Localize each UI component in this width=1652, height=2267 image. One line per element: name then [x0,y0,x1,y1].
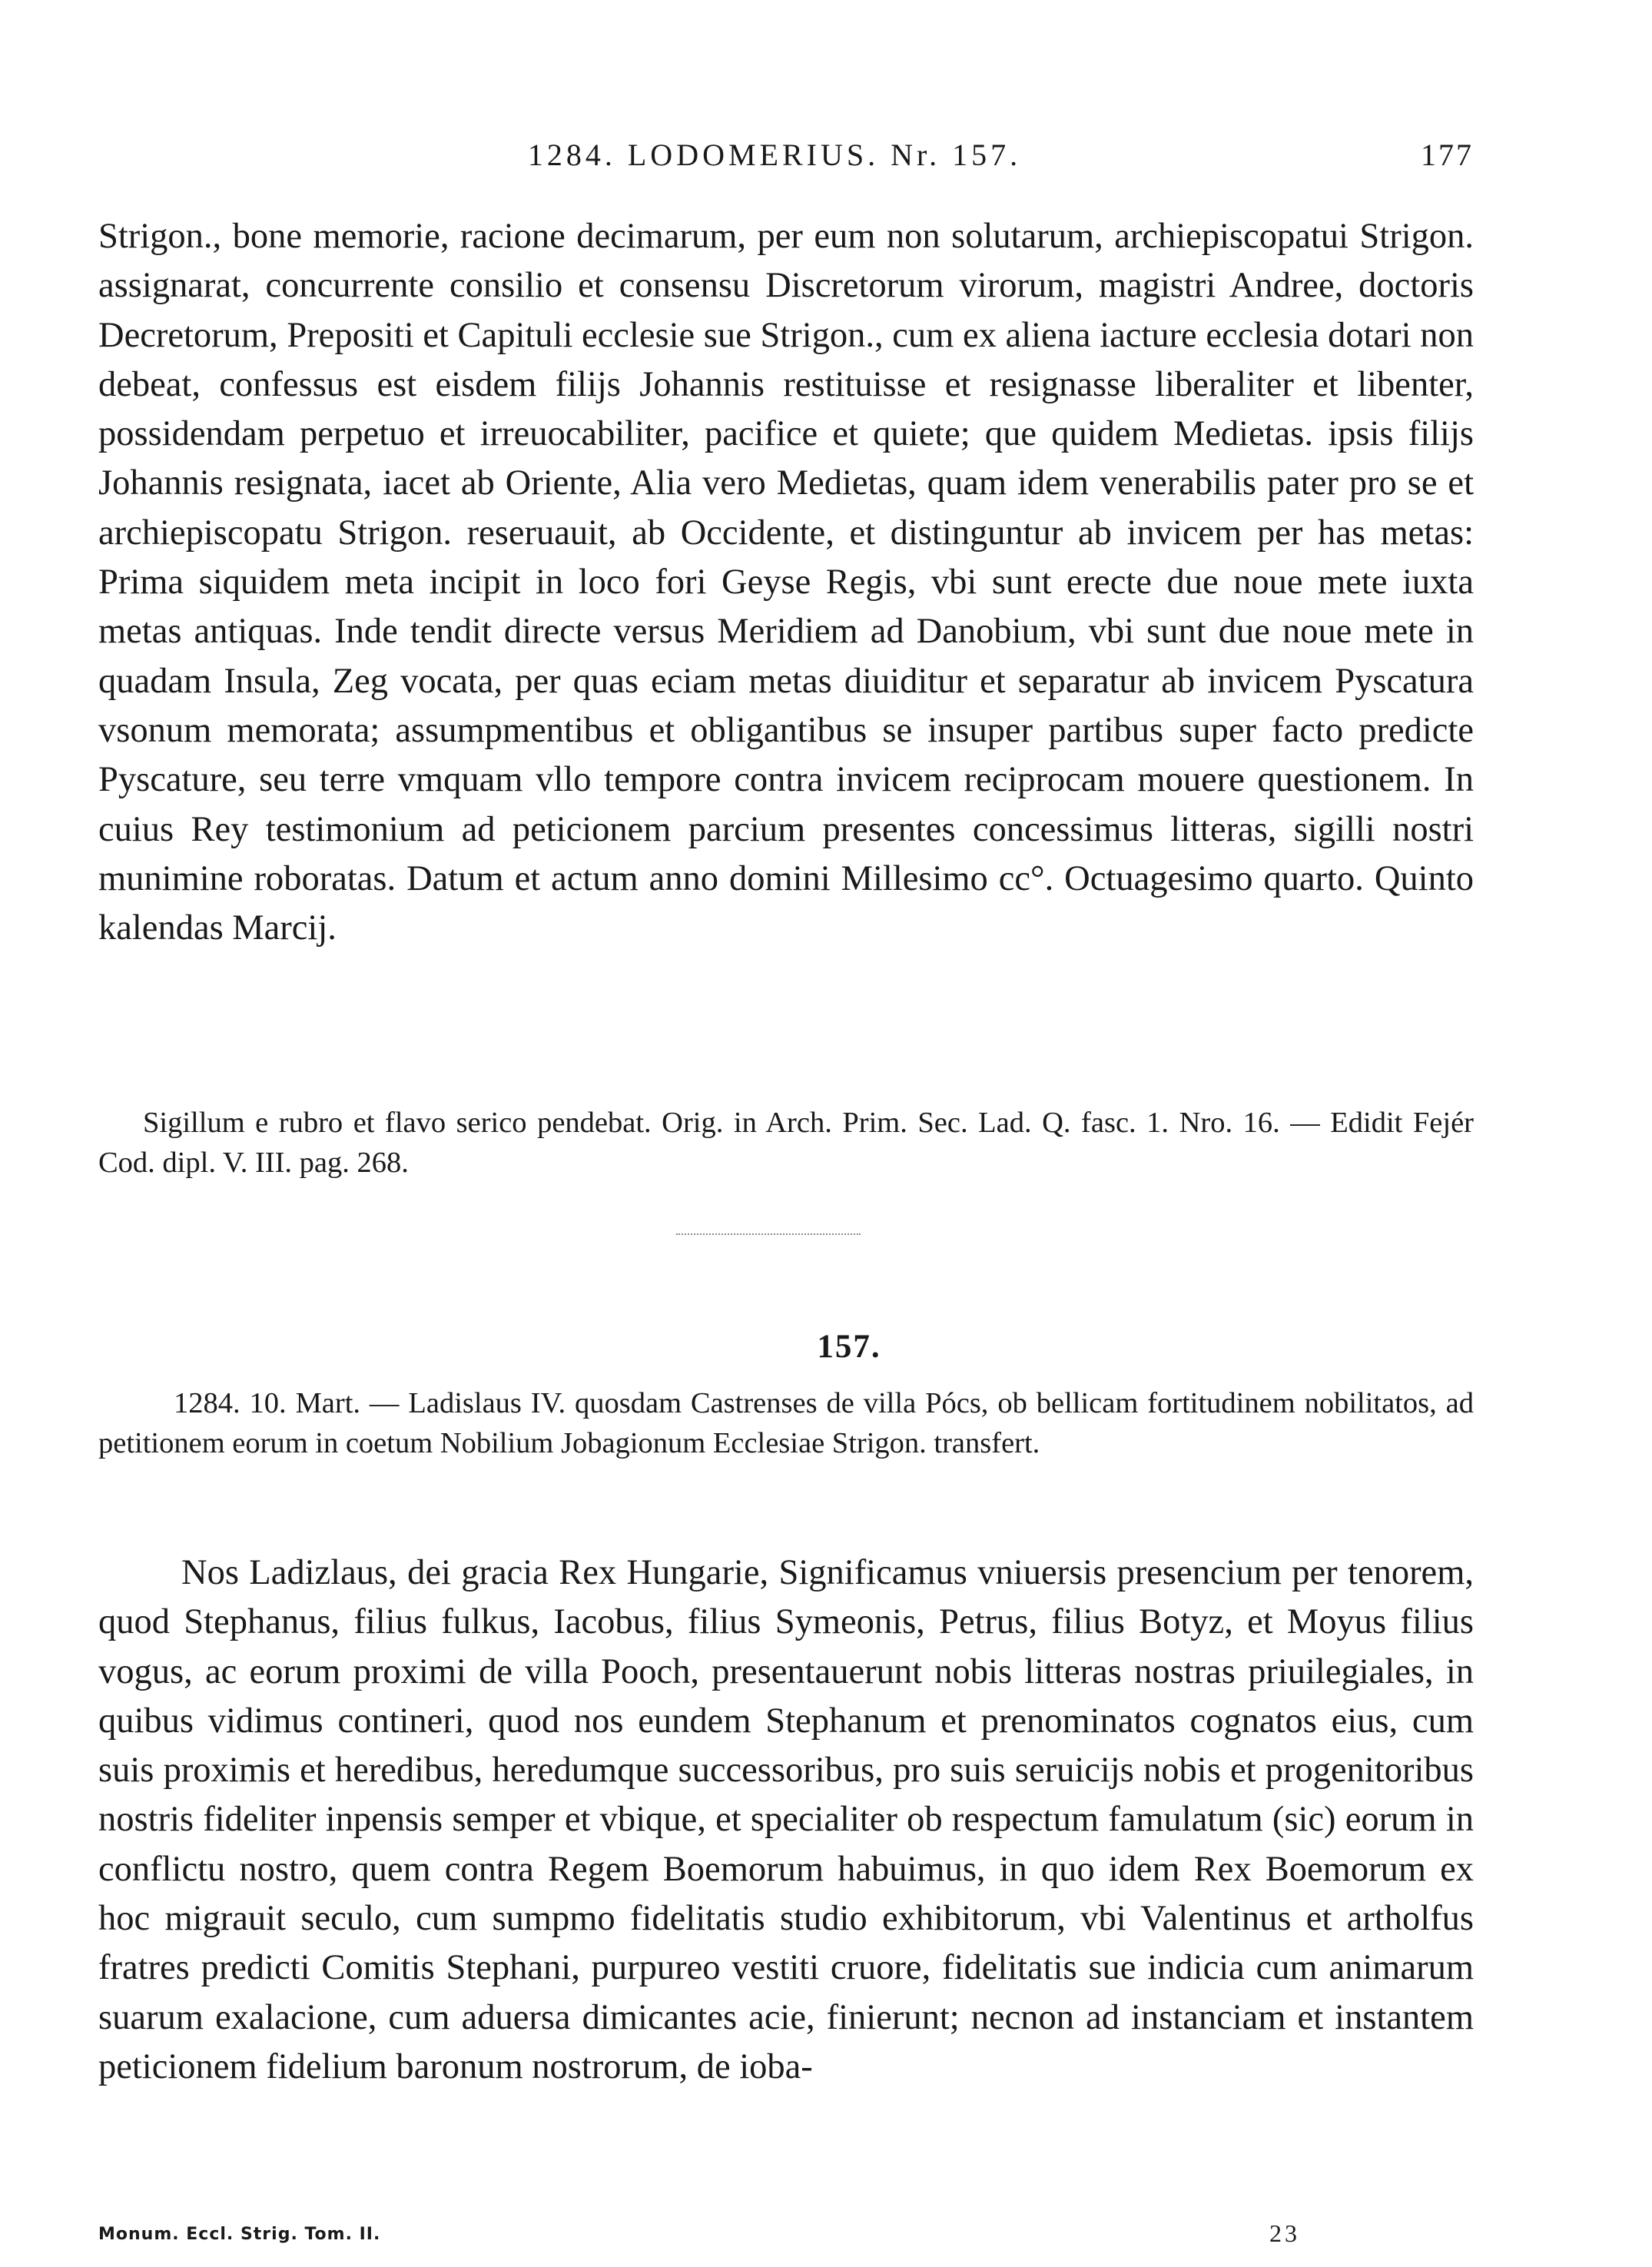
document-number [0,1328,1652,1366]
running-head-title: 1284. LODOMERIUS. Nr. 157. [527,138,1022,172]
footer-sheet-number: 23 [1269,2219,1300,2247]
page-number: 177 [1421,138,1474,172]
running-head [98,132,1474,178]
footer-signature: Monum. Eccl. Strig. Tom. II. [98,2225,381,2244]
paragraph: Nos Ladizlaus, dei gracia Rex Hungarie, Significamus vniuersis presencium per tenorem, quod Stephanus, filius fulkus, Iacobus, filius Symeonis, Petrus, filius Botyz, et Moyus filius vogus, ac eorum proximi de villa Pooch, presentauerunt nobis litteras nostras priuilegiales, in quibus vidimus contineri, quod nos eundem Stephanum et prenominatos cognatos eius, cum suis proximis et heredibus, heredumque successoribus, pro suis seruicijs nobis et progenitoribus nostris fideliter inpensis semper et vbique, et specialiter ob respectum famulatum (sic) eorum in conflictu nostro, quem contra Regem Boemorum habuimus, in quo idem Rex Boemorum ex hoc migrauit seculo, cum sumpmo fidelitatis studio exhibitorum, vbi Valentinus et artholfus fratres predicti Comitis Stephani, purpureo vestiti cruore, fidelitatis sue indicia cum animarum suarum exalacione, cum aduersa dimicantes acie, finierunt; necnon ad instanciam et instantem peticionem fidelium baronum nostrorum, de ioba- [98,1553,1474,2086]
section-divider [676,1233,861,1235]
charter-text [98,1548,1474,2092]
regest-summary: 1284. 10. Mart. — Ladislaus IV. quosdam Castrenses de villa Pócs, ob bellicam fortitudinem nobilitatos, ad petitionem eorum in coetum Nobilium Jobagionum Ecclesiae Strigon. transfert. [98,1387,1474,1459]
paragraph: Strigon., bone memorie, racione decimarum, per eum non solutarum, archiepiscopatui Strigon. assignarat, concurrente consilio et consensu Discretorum virorum, magistri Andree, doctoris Decretorum, Prepositi et Capituli ecclesie sue Strigon., cum ex aliena iacture ecclesia dotari non debeat, confessus est eisdem filijs Johannis restituisse et resignasse liberaliter et libenter, possidendam perpetuo et irreuocabiliter, pacifice et quiete; que quidem Medietas. ipsis filijs Johannis resignata, iacet ab Oriente, Alia vero Medietas, quam idem venerabilis pater pro se et archiepiscopatu Strigon. reseruauit, ab Occidente, et distinguntur ab invicem per has metas: Prima siquidem meta incipit in loco fori Geyse Regis, vbi sunt erecte due noue mete iuxta metas antiquas. Inde tendit directe versus Meridiem ad Danobium, vbi sunt due noue mete in quadam Insula, Zeg vocata, per quas eciam metas diuiditur et separatur ab invicem Pyscatura vsonum memorata; assumpmentibus et obligantibus se insuper partibus super facto predicte Pyscature, seu terre vmquam vllo tempore contra invicem reciprocam mouere questionem. In cuius Rey testimonium ad peticionem parcium presentes concessimus litteras, sigilli nostri munimine roboratas. Datum et actum anno domini Millesimo cc°. Octuagesimo quarto. Quinto kalendas Marcij. [98,217,1474,948]
charter-text-continuation [98,212,1474,953]
document-number-label: 157. [817,1329,881,1365]
source-note: Sigillum e rubro et flavo serico pendebat. Orig. in Arch. Prim. Sec. Lad. Q. fasc. 1. Nro. 16. — Edidit Fejér Cod. dipl. V. III. pag. 268. [98,1107,1474,1179]
